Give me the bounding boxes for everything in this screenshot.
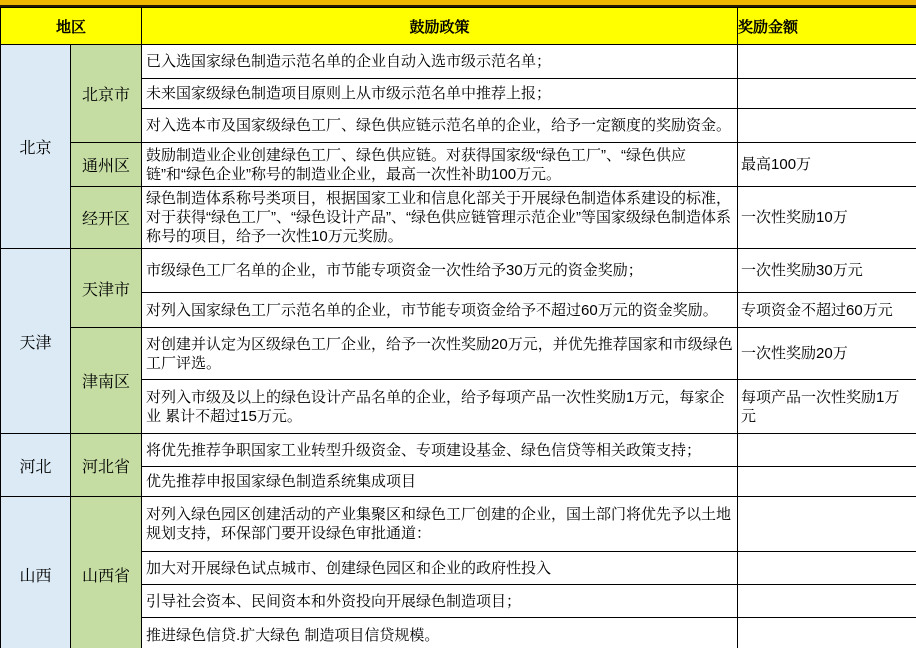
incentive-policy-table <box>0 7 916 648</box>
policy-cell: 引导社会资本、民间资本和外资投向开展绿色制造项目； <box>142 585 738 618</box>
policy-cell: 推进绿色信贷.扩大绿色 制造项目信贷规模。 <box>142 618 738 648</box>
amount-cell <box>738 45 916 79</box>
policy-cell: 对列入国家绿色工厂示范名单的企业，市节能专项资金给予不超过60万元的资金奖励。 <box>142 293 738 328</box>
amount-cell <box>738 618 916 648</box>
header-row <box>1 8 916 45</box>
policy-cell: 对入选本市及国家级绿色工厂、绿色供应链示范名单的企业，给予一定额度的奖励资金。 <box>142 109 738 143</box>
table-row <box>1 187 916 249</box>
amount-cell: 每项产品一次性奖励1万元 <box>738 380 916 434</box>
policy-cell: 优先推荐申报国家绿色制造系统集成项目 <box>142 467 738 497</box>
subregion-cell-beijingshi: 北京市 <box>71 45 142 143</box>
policy-cell: 对列入绿色园区创建活动的产业集聚区和绿色工厂创建的企业，国土部门将优先予以土地规划支持，环保部门要开设绿色审批通道： <box>142 497 738 552</box>
table-row <box>1 45 916 79</box>
amount-cell: 一次性奖励20万 <box>738 328 916 380</box>
policy-cell: 市级绿色工厂名单的企业，市节能专项资金一次性给予30万元的资金奖励； <box>142 249 738 293</box>
policy-cell: 加大对开展绿色试点城市、创建绿色园区和企业的政府性投入 <box>142 552 738 585</box>
policy-cell: 未来国家级绿色制造项目原则上从市级示范名单中推荐上报； <box>142 79 738 109</box>
policy-cell: 鼓励制造业企业创建绿色工厂、绿色供应链。对获得国家级“绿色工厂”、“绿色供应链”和“绿色企业”称号的制造业企业，最高一次性补助100万元。 <box>142 143 738 187</box>
region-cell-tianjin: 天津 <box>1 249 71 434</box>
region-cell-beijing: 北京 <box>1 45 71 249</box>
policy-cell: 绿色制造体系称号类项目，根据国家工业和信息化部关于开展绿色制造体系建设的标准，对于获得“绿色工厂”、“绿色设计产品”、“绿色供应链管理示范企业”等国家级绿色制造体系称号的项目，给予一次性10万元奖励。 <box>142 187 738 249</box>
table-row <box>1 143 916 187</box>
amount-cell <box>738 434 916 467</box>
table-row <box>1 328 916 380</box>
header-amount: 奖励金额 <box>738 8 916 45</box>
top-strip <box>0 0 916 7</box>
policy-cell: 对创建并认定为区级绿色工厂企业，给予一次性奖励20万元，并优先推荐国家和市级绿色工厂评选。 <box>142 328 738 380</box>
table-row <box>1 497 916 552</box>
subregion-cell-shanxisheng: 山西省 <box>71 497 142 648</box>
policy-cell: 对列入市级及以上的绿色设计产品名单的企业，给予每项产品一次性奖励1万元，每家企业 累计不超过15万元。 <box>142 380 738 434</box>
amount-cell <box>738 467 916 497</box>
amount-cell <box>738 109 916 143</box>
subregion-cell-tongzhou: 通州区 <box>71 143 142 187</box>
amount-cell: 一次性奖励30万元 <box>738 249 916 293</box>
policy-cell: 将优先推荐争职国家工业转型升级资金、专项建设基金、绿色信贷等相关政策支持； <box>142 434 738 467</box>
subregion-cell-hebeisheng: 河北省 <box>71 434 142 497</box>
amount-cell <box>738 79 916 109</box>
amount-cell <box>738 552 916 585</box>
subregion-cell-jingkai: 经开区 <box>71 187 142 249</box>
table-row <box>1 434 916 467</box>
amount-cell <box>738 497 916 552</box>
amount-cell: 最高100万 <box>738 143 916 187</box>
header-region: 地区 <box>1 8 142 45</box>
table-row <box>1 249 916 293</box>
amount-cell: 一次性奖励10万 <box>738 187 916 249</box>
amount-cell <box>738 585 916 618</box>
policy-cell: 已入选国家绿色制造示范名单的企业自动入选市级示范名单； <box>142 45 738 79</box>
subregion-cell-tianjinshi: 天津市 <box>71 249 142 328</box>
amount-cell: 专项资金不超过60万元 <box>738 293 916 328</box>
header-policy: 鼓励政策 <box>142 8 738 45</box>
region-cell-shanxi: 山西 <box>1 497 71 648</box>
region-cell-hebei: 河北 <box>1 434 71 497</box>
subregion-cell-jinnan: 津南区 <box>71 328 142 434</box>
